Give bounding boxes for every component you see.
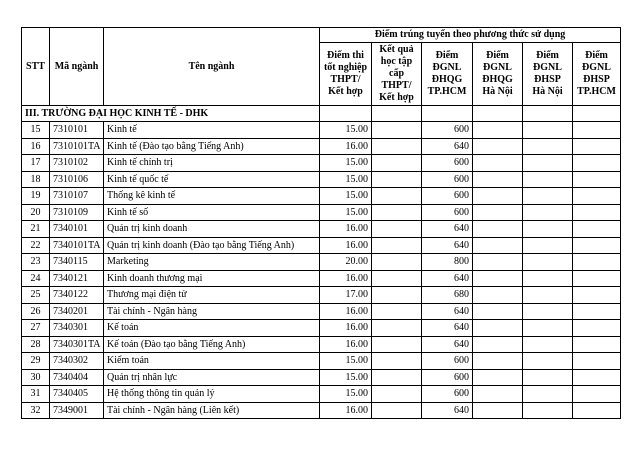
header-stt: STT: [22, 28, 50, 106]
row-score-dgnl-hcm: 640: [422, 303, 473, 320]
header-method-line: Hà Nội: [482, 86, 513, 97]
row-score-dhsp-hcm: [573, 402, 621, 419]
row-score-dhsp-hcm: [573, 270, 621, 287]
row-score-dgnl-hn: [473, 171, 523, 188]
header-method-line: ĐGNL: [483, 62, 512, 73]
row-stt: 31: [22, 386, 50, 403]
row-score-dhsp-hn: [523, 237, 573, 254]
row-score-hoc-ba: [372, 204, 422, 221]
row-score-dhsp-hn: [523, 336, 573, 353]
header-method-line: Hà Nội: [532, 86, 563, 97]
row-score-dhsp-hcm: [573, 237, 621, 254]
header-method-line: ĐHSP: [583, 74, 610, 85]
section-empty-cell: [523, 106, 573, 122]
row-name: Hệ thống thông tin quản lý: [104, 386, 320, 403]
row-code: 7340115: [50, 254, 104, 271]
row-score-thpt: 16.00: [320, 138, 372, 155]
row-stt: 23: [22, 254, 50, 271]
row-name: Kinh tế quốc tế: [104, 171, 320, 188]
row-score-hoc-ba: [372, 138, 422, 155]
row-name: Kế toán (Đào tạo bằng Tiếng Anh): [104, 336, 320, 353]
row-score-dgnl-hn: [473, 138, 523, 155]
row-stt: 24: [22, 270, 50, 287]
row-score-dhsp-hn: [523, 221, 573, 238]
table-row: [22, 237, 621, 254]
row-score-hoc-ba: [372, 270, 422, 287]
row-score-dgnl-hcm: 640: [422, 270, 473, 287]
row-code: 7340101TA: [50, 237, 104, 254]
row-score-dhsp-hn: [523, 402, 573, 419]
row-score-dgnl-hcm: 640: [422, 221, 473, 238]
row-name: Kế toán: [104, 320, 320, 337]
row-code: 7340301TA: [50, 336, 104, 353]
row-score-dgnl-hcm: 680: [422, 287, 473, 304]
table-row: [22, 188, 621, 205]
row-score-dgnl-hn: [473, 122, 523, 139]
row-score-dhsp-hcm: [573, 122, 621, 139]
table-row: [22, 254, 621, 271]
header-method-4: [473, 43, 523, 106]
row-score-dhsp-hn: [523, 287, 573, 304]
row-score-dhsp-hn: [523, 254, 573, 271]
row-stt: 22: [22, 237, 50, 254]
table-row: [22, 386, 621, 403]
row-score-dgnl-hn: [473, 320, 523, 337]
row-score-dhsp-hcm: [573, 303, 621, 320]
row-score-dgnl-hn: [473, 188, 523, 205]
header-name: Tên ngành: [104, 28, 320, 106]
row-score-dhsp-hn: [523, 353, 573, 370]
table-row: [22, 353, 621, 370]
header-method-line: Điểm thi: [327, 50, 364, 61]
table-row: [22, 336, 621, 353]
table-row: [22, 402, 621, 419]
row-score-dgnl-hn: [473, 303, 523, 320]
row-code: 7340405: [50, 386, 104, 403]
row-score-dgnl-hn: [473, 369, 523, 386]
row-score-dhsp-hn: [523, 188, 573, 205]
row-stt: 30: [22, 369, 50, 386]
row-score-thpt: 16.00: [320, 237, 372, 254]
header-method-line: TP.HCM: [427, 86, 467, 97]
row-score-dgnl-hcm: 640: [422, 320, 473, 337]
row-score-dhsp-hn: [523, 303, 573, 320]
row-score-hoc-ba: [372, 237, 422, 254]
row-score-hoc-ba: [372, 155, 422, 172]
row-stt: 25: [22, 287, 50, 304]
row-score-dgnl-hcm: 600: [422, 122, 473, 139]
row-score-dhsp-hcm: [573, 336, 621, 353]
header-method-line: học tập: [380, 56, 413, 67]
row-name: Kinh tế (Đào tạo bằng Tiếng Anh): [104, 138, 320, 155]
row-score-dhsp-hn: [523, 369, 573, 386]
row-score-dgnl-hn: [473, 386, 523, 403]
table-row: [22, 287, 621, 304]
row-name: Marketing: [104, 254, 320, 271]
header-method-line: Kết hợp: [379, 92, 414, 103]
row-score-dgnl-hn: [473, 204, 523, 221]
row-stt: 17: [22, 155, 50, 172]
header-method-line: Điểm: [435, 50, 459, 61]
table-row: [22, 155, 621, 172]
header-method-line: Điểm: [585, 50, 608, 61]
row-score-dgnl-hn: [473, 221, 523, 238]
row-score-dgnl-hcm: 640: [422, 138, 473, 155]
section-title: III. TRƯỜNG ĐẠI HỌC KINH TẾ - DHK: [22, 106, 320, 122]
row-score-thpt: 15.00: [320, 353, 372, 370]
row-code: 7310109: [50, 204, 104, 221]
row-code: 7310107: [50, 188, 104, 205]
row-stt: 16: [22, 138, 50, 155]
table-row: [22, 204, 621, 221]
row-score-thpt: 16.00: [320, 221, 372, 238]
row-score-dgnl-hcm: 600: [422, 386, 473, 403]
table-row: [22, 221, 621, 238]
row-score-dhsp-hn: [523, 270, 573, 287]
table-row: [22, 369, 621, 386]
header-method-line: Điểm: [486, 50, 509, 61]
row-code: 7310102: [50, 155, 104, 172]
row-stt: 32: [22, 402, 50, 419]
row-score-hoc-ba: [372, 287, 422, 304]
table-row: [22, 270, 621, 287]
row-score-thpt: 15.00: [320, 369, 372, 386]
row-name: Kiểm toán: [104, 353, 320, 370]
row-score-dhsp-hcm: [573, 287, 621, 304]
row-score-dhsp-hcm: [573, 369, 621, 386]
header-method-line: ĐHQG: [482, 74, 513, 85]
row-stt: 27: [22, 320, 50, 337]
row-score-dgnl-hcm: 600: [422, 171, 473, 188]
row-score-dhsp-hn: [523, 122, 573, 139]
row-score-dgnl-hcm: 600: [422, 353, 473, 370]
row-score-thpt: 16.00: [320, 402, 372, 419]
section-empty-cell: [320, 106, 372, 122]
row-score-thpt: 16.00: [320, 336, 372, 353]
header-method-line: Kết quả: [379, 44, 414, 55]
row-name: Thống kê kinh tế: [104, 188, 320, 205]
row-name: Quản trị nhân lực: [104, 369, 320, 386]
row-score-dhsp-hcm: [573, 386, 621, 403]
row-score-thpt: 15.00: [320, 386, 372, 403]
row-name: Kinh tế chính trị: [104, 155, 320, 172]
row-name: Tài chính - Ngân hàng: [104, 303, 320, 320]
row-score-dgnl-hcm: 640: [422, 237, 473, 254]
row-code: 7349001: [50, 402, 104, 419]
admission-score-table: [21, 27, 621, 419]
header-method-line: TP.HCM: [577, 86, 616, 97]
row-stt: 15: [22, 122, 50, 139]
header-method-group: Điểm trúng tuyển theo phương thức sử dụng: [320, 28, 621, 43]
row-score-hoc-ba: [372, 336, 422, 353]
row-stt: 21: [22, 221, 50, 238]
row-score-dgnl-hcm: 600: [422, 204, 473, 221]
row-score-hoc-ba: [372, 303, 422, 320]
row-name: Kinh tế: [104, 122, 320, 139]
header-method-line: ĐHQG: [431, 74, 463, 85]
row-code: 7310101: [50, 122, 104, 139]
row-score-dhsp-hcm: [573, 353, 621, 370]
section-empty-cell: [573, 106, 621, 122]
header-method-3: [422, 43, 473, 106]
row-code: 7340121: [50, 270, 104, 287]
header-code: Mã ngành: [50, 28, 104, 106]
row-score-thpt: 16.00: [320, 270, 372, 287]
row-code: 7340302: [50, 353, 104, 370]
row-code: 7310106: [50, 171, 104, 188]
section-empty-cell: [422, 106, 473, 122]
table-row: [22, 138, 621, 155]
row-score-dhsp-hcm: [573, 254, 621, 271]
row-code: 7310101TA: [50, 138, 104, 155]
row-score-thpt: 20.00: [320, 254, 372, 271]
row-score-hoc-ba: [372, 320, 422, 337]
row-score-dgnl-hcm: 600: [422, 155, 473, 172]
row-name: Tài chính - Ngân hàng (Liên kết): [104, 402, 320, 419]
header-method-line: THPT/: [330, 74, 361, 85]
row-name: Kinh doanh thương mại: [104, 270, 320, 287]
row-code: 7340301: [50, 320, 104, 337]
row-score-thpt: 15.00: [320, 155, 372, 172]
row-score-dgnl-hcm: 800: [422, 254, 473, 271]
table-row: [22, 122, 621, 139]
row-score-thpt: 16.00: [320, 320, 372, 337]
row-score-hoc-ba: [372, 386, 422, 403]
row-score-dhsp-hn: [523, 155, 573, 172]
row-code: 7340201: [50, 303, 104, 320]
row-score-hoc-ba: [372, 254, 422, 271]
row-code: 7340101: [50, 221, 104, 238]
row-score-hoc-ba: [372, 353, 422, 370]
row-score-hoc-ba: [372, 369, 422, 386]
row-name: Quản trị kinh doanh (Đào tạo bằng Tiếng Anh): [104, 237, 320, 254]
row-score-dgnl-hcm: 640: [422, 402, 473, 419]
row-score-dhsp-hcm: [573, 171, 621, 188]
header-method-1: [320, 43, 372, 106]
row-score-dhsp-hcm: [573, 188, 621, 205]
row-score-thpt: 15.00: [320, 171, 372, 188]
row-score-dgnl-hn: [473, 270, 523, 287]
row-stt: 29: [22, 353, 50, 370]
table-row: [22, 303, 621, 320]
row-stt: 19: [22, 188, 50, 205]
row-score-dhsp-hcm: [573, 138, 621, 155]
row-score-dhsp-hcm: [573, 221, 621, 238]
table-row: [22, 320, 621, 337]
row-score-dgnl-hn: [473, 237, 523, 254]
row-name: Kinh tế số: [104, 204, 320, 221]
header-method-line: Điểm: [536, 50, 559, 61]
table-row: [22, 171, 621, 188]
row-score-dhsp-hn: [523, 171, 573, 188]
row-score-dgnl-hcm: 600: [422, 369, 473, 386]
section-empty-cell: [372, 106, 422, 122]
header-method-2: [372, 43, 422, 106]
header-method-line: ĐGNL: [533, 62, 562, 73]
row-score-thpt: 15.00: [320, 122, 372, 139]
header-method-line: ĐGNL: [582, 62, 611, 73]
row-score-dgnl-hcm: 600: [422, 188, 473, 205]
row-score-thpt: 15.00: [320, 204, 372, 221]
row-score-dgnl-hn: [473, 336, 523, 353]
header-method-6: [573, 43, 621, 106]
row-score-hoc-ba: [372, 188, 422, 205]
row-score-hoc-ba: [372, 221, 422, 238]
row-score-thpt: 15.00: [320, 188, 372, 205]
row-score-dgnl-hcm: 640: [422, 336, 473, 353]
row-score-dgnl-hn: [473, 287, 523, 304]
row-score-dhsp-hcm: [573, 320, 621, 337]
row-score-dhsp-hcm: [573, 155, 621, 172]
row-stt: 26: [22, 303, 50, 320]
row-score-hoc-ba: [372, 122, 422, 139]
header-method-line: ĐGNL: [432, 62, 462, 73]
row-score-thpt: 17.00: [320, 287, 372, 304]
row-stt: 28: [22, 336, 50, 353]
row-code: 7340122: [50, 287, 104, 304]
row-score-dhsp-hn: [523, 204, 573, 221]
section-empty-cell: [473, 106, 523, 122]
row-stt: 20: [22, 204, 50, 221]
row-score-dhsp-hn: [523, 386, 573, 403]
row-score-hoc-ba: [372, 171, 422, 188]
header-method-5: [523, 43, 573, 106]
row-score-dgnl-hn: [473, 402, 523, 419]
header-method-line: tốt nghiệp: [323, 62, 368, 73]
header-method-line: cấp THPT/: [381, 68, 412, 91]
row-stt: 18: [22, 171, 50, 188]
row-score-dgnl-hn: [473, 155, 523, 172]
row-score-hoc-ba: [372, 402, 422, 419]
row-score-dgnl-hn: [473, 353, 523, 370]
header-method-line: ĐHSP: [534, 74, 561, 85]
row-score-dhsp-hcm: [573, 204, 621, 221]
row-score-dhsp-hn: [523, 138, 573, 155]
row-code: 7340404: [50, 369, 104, 386]
row-score-dgnl-hn: [473, 254, 523, 271]
row-name: Quản trị kinh doanh: [104, 221, 320, 238]
row-name: Thương mại điện tử: [104, 287, 320, 304]
header-method-line: Kết hợp: [328, 86, 363, 97]
row-score-thpt: 16.00: [320, 303, 372, 320]
row-score-dhsp-hn: [523, 320, 573, 337]
